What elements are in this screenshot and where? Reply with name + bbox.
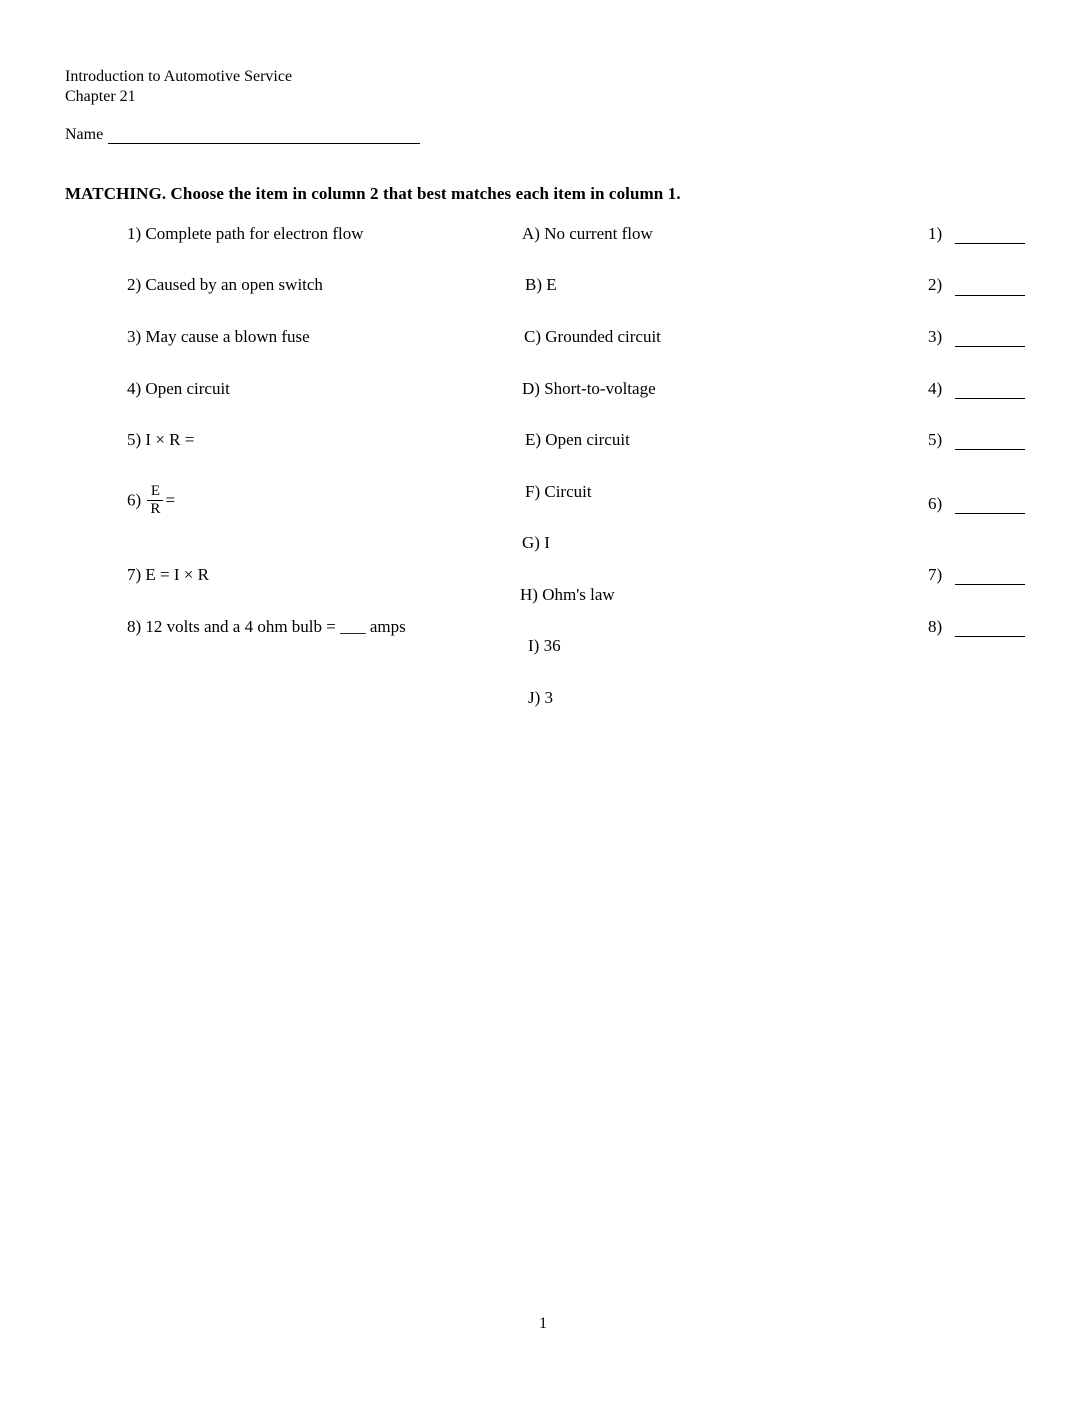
name-label: Name [65, 126, 104, 143]
answer-label-2: 2) [928, 275, 943, 294]
answer-blank-7[interactable] [955, 584, 1025, 585]
item-6-suffix: = [165, 490, 176, 510]
column1-item-8: 8) 12 volts and a 4 ohm bulb = ___ amps [127, 617, 406, 636]
column2-item-h: H) Ohm's law [520, 585, 615, 604]
answer-blank-4[interactable] [955, 398, 1025, 399]
fraction-numerator: E [147, 483, 163, 501]
answer-blank-6[interactable] [955, 513, 1025, 514]
answer-blank-8[interactable] [955, 636, 1025, 637]
column1-item-6 [127, 483, 175, 518]
item-6-prefix: 6) [127, 490, 142, 510]
column1-item-7: 7) E = I × R [127, 565, 209, 584]
column2-item-a: A) No current flow [522, 224, 653, 243]
column1-item-2: 2) Caused by an open switch [127, 275, 323, 294]
answer-label-3: 3) [928, 327, 943, 346]
answer-label-1: 1) [928, 224, 943, 243]
column2-item-e: E) Open circuit [525, 430, 630, 449]
column2-item-g: G) I [522, 533, 550, 552]
column1-item-4: 4) Open circuit [127, 379, 230, 398]
column2-item-f: F) Circuit [525, 482, 592, 501]
column2-item-c: C) Grounded circuit [524, 327, 661, 346]
column1-item-5: 5) I × R = [127, 430, 195, 449]
answer-blank-5[interactable] [955, 449, 1025, 450]
answer-label-6: 6) [928, 494, 943, 513]
course-title: Introduction to Automotive Service [65, 68, 293, 85]
answer-blank-2[interactable] [955, 295, 1025, 296]
answer-label-5: 5) [928, 430, 943, 449]
fraction [147, 483, 163, 518]
answer-label-8: 8) [928, 617, 943, 636]
answer-blank-3[interactable] [955, 346, 1025, 347]
column1-item-1: 1) Complete path for electron flow [127, 224, 364, 243]
page-number: 1 [539, 1315, 547, 1332]
column2-item-i: I) 36 [528, 636, 561, 655]
column2-item-b: B) E [525, 275, 557, 294]
column2-item-d: D) Short-to-voltage [522, 379, 656, 398]
answer-label-4: 4) [928, 379, 943, 398]
answer-blank-1[interactable] [955, 243, 1025, 244]
fraction-denominator: R [150, 501, 161, 517]
chapter-label: Chapter 21 [65, 88, 136, 105]
column2-item-j: J) 3 [528, 688, 554, 707]
answer-label-7: 7) [928, 565, 943, 584]
name-input-line[interactable] [108, 143, 420, 144]
matching-instructions: MATCHING. Choose the item in column 2 that best matches each item in column 1. [65, 184, 681, 203]
column1-item-3: 3) May cause a blown fuse [127, 327, 310, 346]
